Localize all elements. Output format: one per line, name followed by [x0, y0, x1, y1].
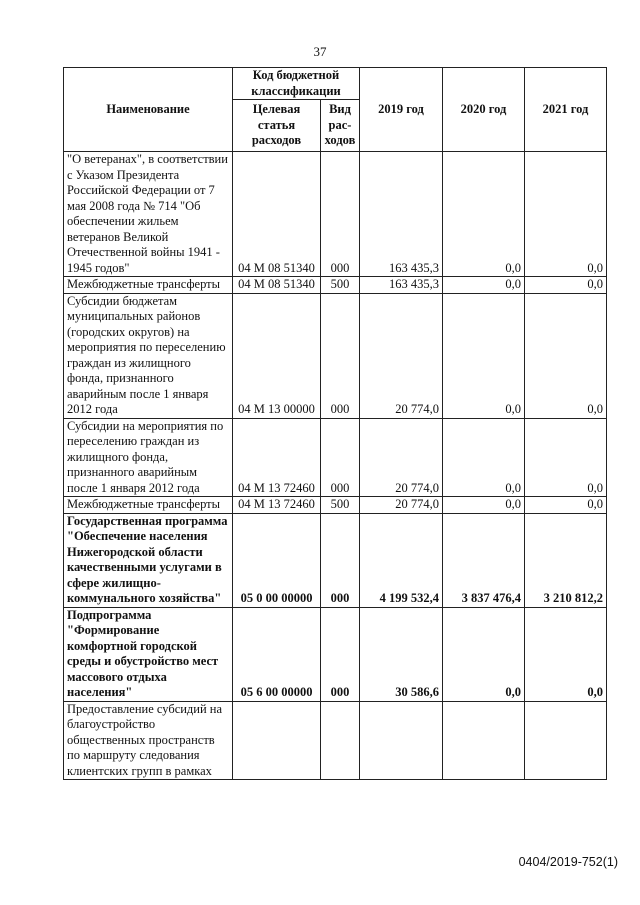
row-code: 04 М 13 72460 — [233, 418, 321, 497]
row-name: Субсидии бюджетам муниципальных районов (городских округов) на мероприятия по переселению граждан из жилищного фонда, признанного аварийным после 1 января 2012 года — [64, 293, 233, 418]
row-code: 05 6 00 00000 — [233, 607, 321, 701]
table-row — [64, 513, 607, 607]
row-code: 04 М 13 00000 — [233, 293, 321, 418]
row-2021: 0,0 — [525, 277, 607, 294]
row-2020: 0,0 — [443, 607, 525, 701]
row-2019 — [360, 701, 443, 780]
row-name: Подпрограмма "Формирование комфортной городской среды и обустройство мест массового отдыха населения" — [64, 607, 233, 701]
row-2020: 0,0 — [443, 418, 525, 497]
row-type: 000 — [321, 607, 360, 701]
row-code — [233, 701, 321, 780]
row-2021 — [525, 701, 607, 780]
page-number: 37 — [313, 44, 327, 59]
row-2021: 0,0 — [525, 497, 607, 514]
header-2019: 2019 год — [360, 68, 443, 152]
row-code: 04 М 08 51340 — [233, 152, 321, 277]
header-2021: 2021 год — [525, 68, 607, 152]
row-code: 04 М 13 72460 — [233, 497, 321, 514]
row-2021: 3 210 812,2 — [525, 513, 607, 607]
header-target-article: Целевая статья расходов — [233, 100, 321, 152]
row-2020: 0,0 — [443, 152, 525, 277]
row-type — [321, 701, 360, 780]
row-2019: 30 586,6 — [360, 607, 443, 701]
row-2019: 20 774,0 — [360, 497, 443, 514]
row-name: Предоставление субсидий на благоустройство общественных пространств по маршруту следования клиентских групп в рамках — [64, 701, 233, 780]
row-2020 — [443, 701, 525, 780]
document-id: 0404/2019-752(1) — [518, 855, 618, 869]
row-2019: 163 435,3 — [360, 152, 443, 277]
row-2019: 20 774,0 — [360, 293, 443, 418]
table-row — [64, 293, 607, 418]
table-row — [64, 497, 607, 514]
budget-table — [63, 67, 607, 780]
row-type: 500 — [321, 277, 360, 294]
row-type: 500 — [321, 497, 360, 514]
row-type: 000 — [321, 152, 360, 277]
row-2019: 163 435,3 — [360, 277, 443, 294]
row-name: Межбюджетные трансферты — [64, 497, 233, 514]
row-name: Государственная программа "Обеспечение населения Нижегородской области качественными услугами в сфере жилищно-коммунального хозяйства" — [64, 513, 233, 607]
row-2019: 4 199 532,4 — [360, 513, 443, 607]
row-type: 000 — [321, 513, 360, 607]
row-name: "О ветеранах", в соответствии с Указом Президента Российской Федерации от 7 мая 2008 года № 714 "Об обеспечении жильем ветеранов Великой Отечественной войны 1941 - 1945 годов" — [64, 152, 233, 277]
header-name: Наименование — [64, 68, 233, 152]
table-row — [64, 701, 607, 780]
header-expense-type: Вид рас-ходов — [321, 100, 360, 152]
header-2020: 2020 год — [443, 68, 525, 152]
row-name: Межбюджетные трансферты — [64, 277, 233, 294]
row-2021: 0,0 — [525, 152, 607, 277]
row-code: 04 М 08 51340 — [233, 277, 321, 294]
row-2020: 0,0 — [443, 497, 525, 514]
header-code-group: Код бюджетной классификации — [233, 68, 360, 100]
table-row — [64, 607, 607, 701]
table-row — [64, 277, 607, 294]
row-name: Субсидии на мероприятия по переселению граждан из жилищного фонда, признанного аварийным после 1 января 2012 года — [64, 418, 233, 497]
row-type: 000 — [321, 293, 360, 418]
row-2021: 0,0 — [525, 607, 607, 701]
row-code: 05 0 00 00000 — [233, 513, 321, 607]
row-type: 000 — [321, 418, 360, 497]
row-2020: 3 837 476,4 — [443, 513, 525, 607]
table-row — [64, 152, 607, 277]
row-2021: 0,0 — [525, 293, 607, 418]
row-2020: 0,0 — [443, 277, 525, 294]
row-2021: 0,0 — [525, 418, 607, 497]
row-2020: 0,0 — [443, 293, 525, 418]
table-row — [64, 418, 607, 497]
row-2019: 20 774,0 — [360, 418, 443, 497]
